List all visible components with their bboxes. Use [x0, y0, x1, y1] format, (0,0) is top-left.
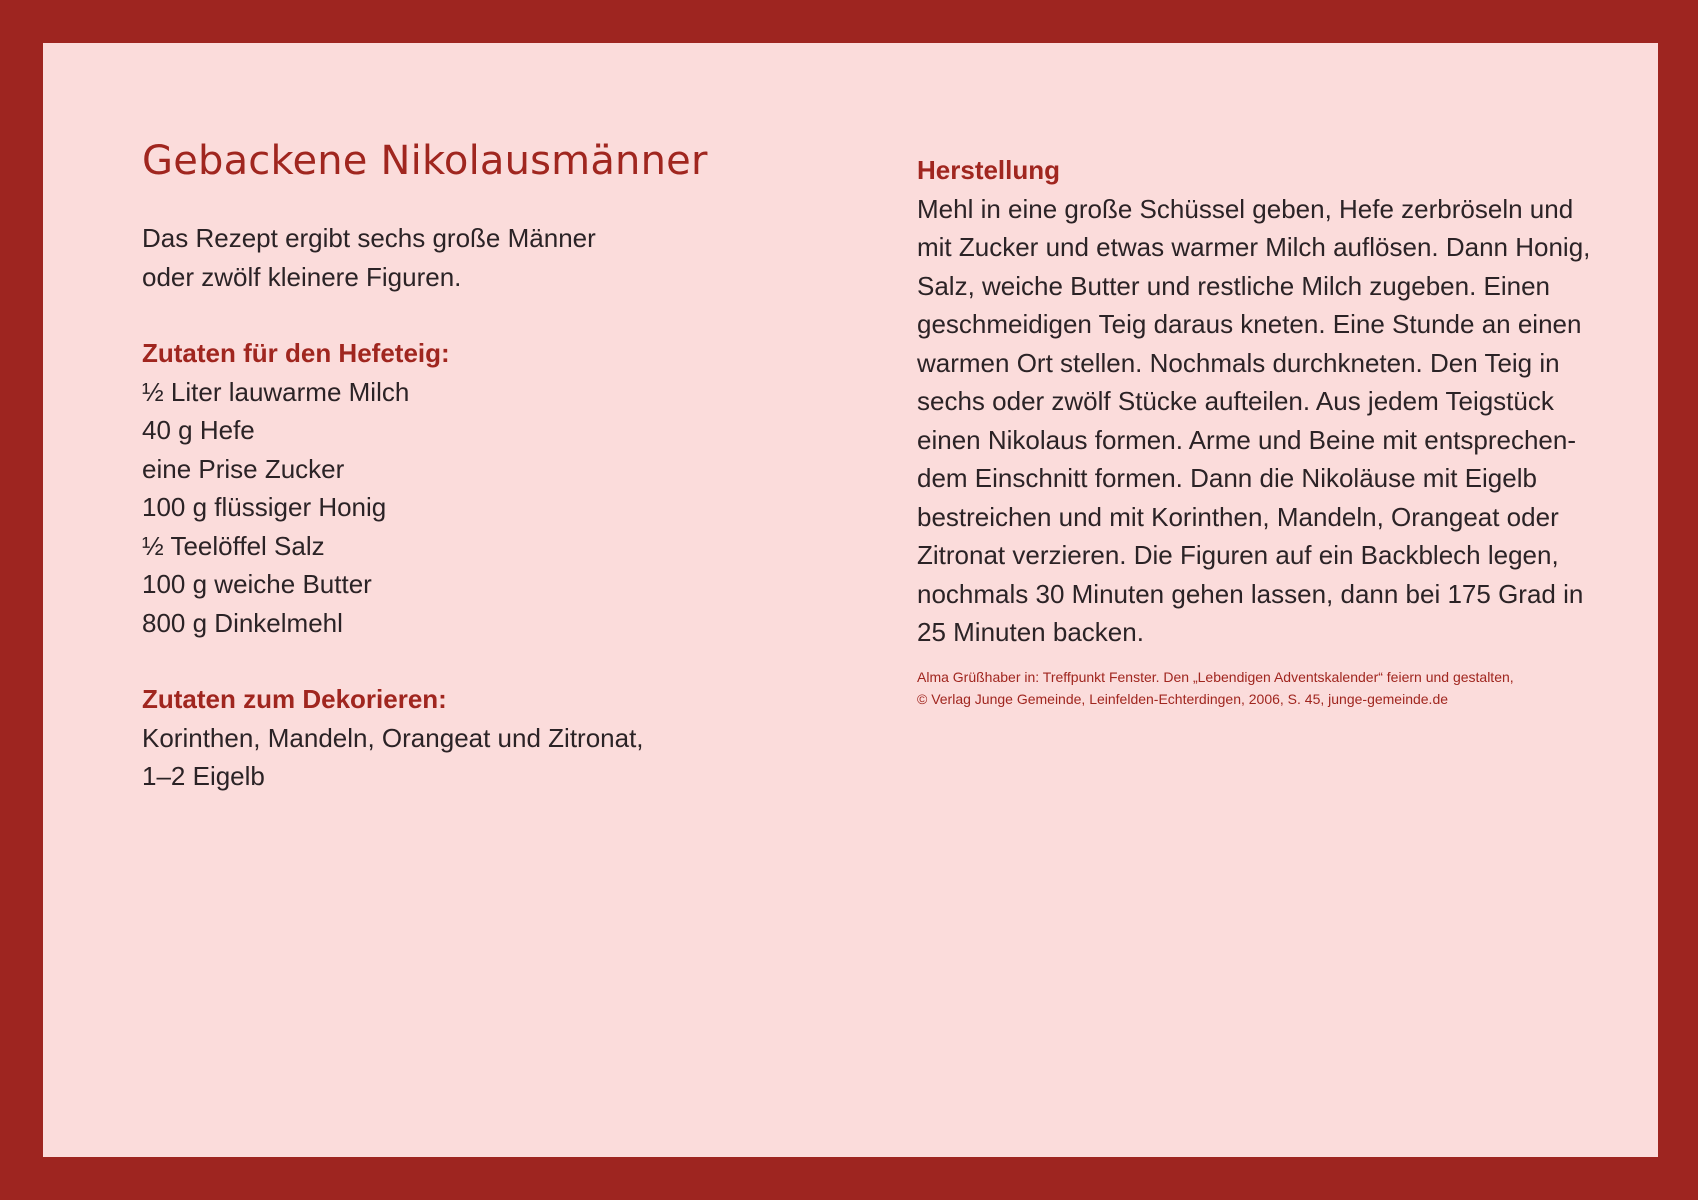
method-column — [917, 151, 1657, 710]
ingredient-item: eine Prise Zucker — [142, 453, 345, 484]
ingredient-item: 800 g Dinkelmehl — [142, 607, 343, 638]
recipe-title: Gebackene Nikolausmänner — [142, 138, 708, 184]
ingredient-item: 100 g flüssiger Honig — [142, 492, 387, 522]
method-heading: Herstellung — [917, 155, 1061, 185]
source-credit — [917, 666, 1657, 710]
ingredient-item: 100 g weiche Butter — [142, 569, 372, 599]
ingredients-column — [142, 137, 842, 796]
ingredient-item: ½ Teelöffel Salz — [142, 530, 325, 561]
method-line: dem Einschnitt formen. Dann die Nikoläuse mit Eigelb — [917, 463, 1537, 493]
ingredient-item: Korinthen, Mandeln, Orangeat und Zitronat, — [142, 722, 644, 753]
method-line: geschmeidigen Teig daraus kneten. Eine Stunde an einen — [917, 309, 1582, 339]
recipe-intro — [142, 219, 842, 296]
dough-ingredients-list — [142, 373, 842, 643]
dough-ingredients-heading: Zutaten für den Hefeteig: — [142, 338, 450, 368]
method-line: Mehl in eine große Schüssel geben, Hefe zerbröseln und — [917, 193, 1574, 224]
intro-line: Das Rezept ergibt sechs große Männer — [142, 223, 596, 253]
intro-line: oder zwölf kleinere Figuren. — [142, 261, 462, 292]
method-line: mit Zucker und etwas warmer Milch auflösen. Dann Honig, — [917, 232, 1591, 262]
credit-line: © Verlag Junge Gemeinde, Leinfelden-Echterdingen, 2006, S. 45, junge-gemeinde.de — [917, 690, 1449, 707]
method-line: einen Nikolaus formen. Arme und Beine mit entsprechen- — [917, 424, 1577, 455]
method-line: Zitronat verzieren. Die Figuren auf ein Backblech legen, — [917, 540, 1559, 570]
method-line: bestreichen und mit Korinthen, Mandeln, Orangeat oder — [917, 501, 1559, 532]
ingredient-item: ½ Liter lauwarme Milch — [142, 376, 410, 407]
ingredient-item: 1–2 Eigelb — [142, 761, 265, 791]
method-line: nochmals 30 Minuten gehen lassen, dann bei 175 Grad in — [917, 578, 1584, 609]
method-line: 25 Minuten backen. — [917, 617, 1144, 647]
decoration-ingredients-section — [142, 680, 842, 796]
decoration-ingredients-list — [142, 719, 842, 796]
method-line: Salz, weiche Butter und restliche Milch zugeben. Einen — [917, 270, 1551, 301]
credit-line: Alma Grüßhaber in: Treffpunkt Fenster. Den „Lebendigen Adventskalender“ feiern und gestalten, — [917, 668, 1514, 685]
method-text — [917, 190, 1657, 652]
method-line: warmen Ort stellen. Nochmals durchkneten. Den Teig in — [917, 347, 1560, 378]
decoration-ingredients-heading: Zutaten zum Dekorieren: — [142, 684, 447, 714]
ingredient-item: 40 g Hefe — [142, 415, 255, 445]
recipe-card — [43, 43, 1658, 1157]
dough-ingredients-section — [142, 334, 842, 642]
method-line: sechs oder zwölf Stücke aufteilen. Aus jedem Teigstück — [917, 386, 1554, 416]
